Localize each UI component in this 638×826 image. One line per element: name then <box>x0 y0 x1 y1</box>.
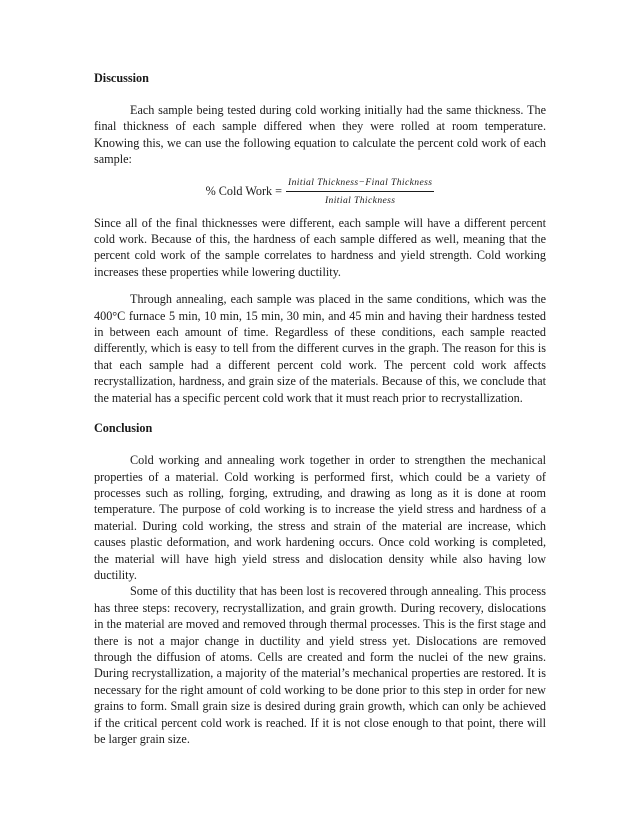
document-page <box>94 70 546 747</box>
conclusion-paragraph-2: Some of this ductility that has been lost is recovered through annealing. This process has three steps: recovery, recrystallization, and grain growth. During recovery, dislocations in the material are moved and removed through thermal processes. This is the first stage and there is not a major change in ductility and yield stress yet. Dislocations are removed through the diffusion of atoms. Cells are created and form the nuclei of the new grains. During recrystallization, a majority of the material’s mechanical properties are restored. It is necessary for the right amount of cold working to be done prior to this step in order for new grains to form. Small grain size is desired during grain growth, which can only be achieved if the critical percent cold work is reached. If it is not close enough to that point, there will be larger grain size. <box>94 584 546 746</box>
equation-lhs: % Cold Work = <box>205 184 283 199</box>
discussion-paragraph-1: Each sample being tested during cold working initially had the same thickness. The final thickness of each sample differed when they were rolled at room temperature. Knowing this, we can use the following equation to calculate the percent cold work of each sample: <box>94 103 546 167</box>
discussion-paragraph-2: Since all of the final thicknesses were different, each sample will have a different percent cold work. Because of this, the hardness of each sample differed as well, meaning that the percent cold work of the sample correlates to hardness and yield strength. Cold working increases these properties while lowering ductility. <box>94 215 546 279</box>
spacer <box>94 436 546 452</box>
discussion-heading: Discussion <box>94 71 149 85</box>
discussion-paragraph-3: Through annealing, each sample was placed in the same conditions, which was the 400°C furnace 5 min, 10 min, 15 min, 30 min, and 45 min and having their hardness tested in between each amount of time. Regardless of these conditions, each sample reacted differently, which is easy to tell from the different curves in the graph. The reason for this is that each sample had a different percent cold work. The percent cold work affects recrystallization, hardness, and grain size of the materials. Because of this, we conclude that the material has a specific percent cold work that it must reach prior to recrystallization. <box>94 292 546 405</box>
cold-work-equation <box>94 177 546 207</box>
equation-denominator: Initial Thickness <box>324 194 396 206</box>
equation-fraction <box>286 177 434 207</box>
conclusion-heading: Conclusion <box>94 421 153 436</box>
fraction-bar <box>286 191 434 192</box>
equation-numerator: Initial Thickness−Final Thickness <box>288 176 433 188</box>
spacer <box>94 86 546 102</box>
spacer <box>94 406 546 420</box>
spacer <box>94 280 546 291</box>
conclusion-paragraph-1: Cold working and annealing work together in order to strengthen the mechanical properties of a material. Cold working is performed first, which could be a variety of processes such as rolling, forging, extruding, and drawing as long as it is done at room temperature. The purpose of cold working is to increase the yield stress and hardness of a material. During cold working, the stress and strain of the material are increase, which causes plastic deformation, and work hardening occurs. Once cold working is completed, the material will have high yield stress and dislocation density while also having low ductility. <box>94 453 546 582</box>
